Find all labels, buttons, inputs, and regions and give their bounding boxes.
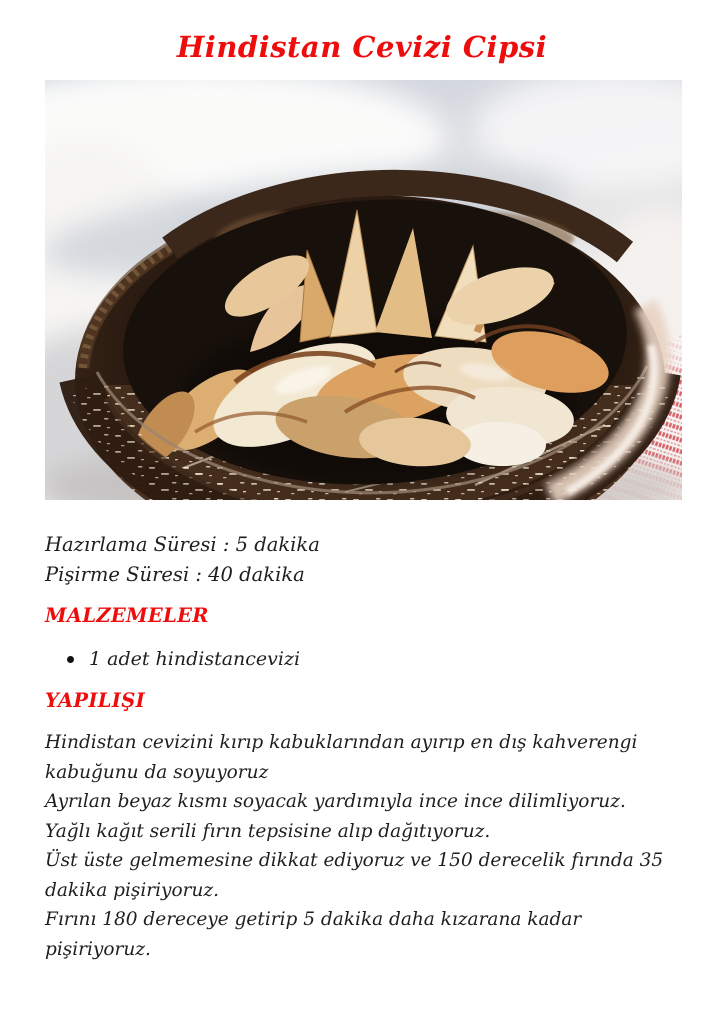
ingredient-list-item bbox=[67, 648, 300, 670]
ingredient-text: 1 adet hindistancevizi bbox=[89, 648, 301, 670]
directions-heading: YAPILIŞI bbox=[45, 689, 146, 712]
ingredients-heading: MALZEMELER bbox=[45, 604, 209, 627]
bullet-icon bbox=[67, 656, 74, 663]
time-info bbox=[45, 530, 320, 590]
direction-step: Yağlı kağıt serili fırın tepsisine alıp dağıtıyoruz. bbox=[45, 820, 491, 842]
direction-step: Hindistan cevizini kırıp kabuklarından ayırıp en dış kahverengi kabuğunu da soyuyoruz bbox=[45, 732, 638, 783]
page-title: Hindistan Cevizi Cipsi bbox=[176, 30, 548, 64]
direction-step: Üst üste gelmemesine dikkat ediyoruz ve 150 derecelik fırında 35 dakika pişiriyoruz. bbox=[45, 850, 664, 901]
cook-time: Pişirme Süresi : 40 dakika bbox=[45, 563, 305, 586]
prep-time: Hazırlama Süresi : 5 dakika bbox=[45, 533, 320, 556]
recipe-photo bbox=[45, 80, 682, 500]
coconut-chips-photo-illustration bbox=[45, 80, 682, 500]
directions-steps bbox=[45, 728, 693, 964]
direction-step: Fırını 180 dereceye getirip 5 dakika daha kızarana kadar pişiriyoruz. bbox=[45, 909, 582, 960]
direction-step: Ayrılan beyaz kısmı soyacak yardımıyla ince ince dilimliyoruz. bbox=[45, 791, 626, 812]
